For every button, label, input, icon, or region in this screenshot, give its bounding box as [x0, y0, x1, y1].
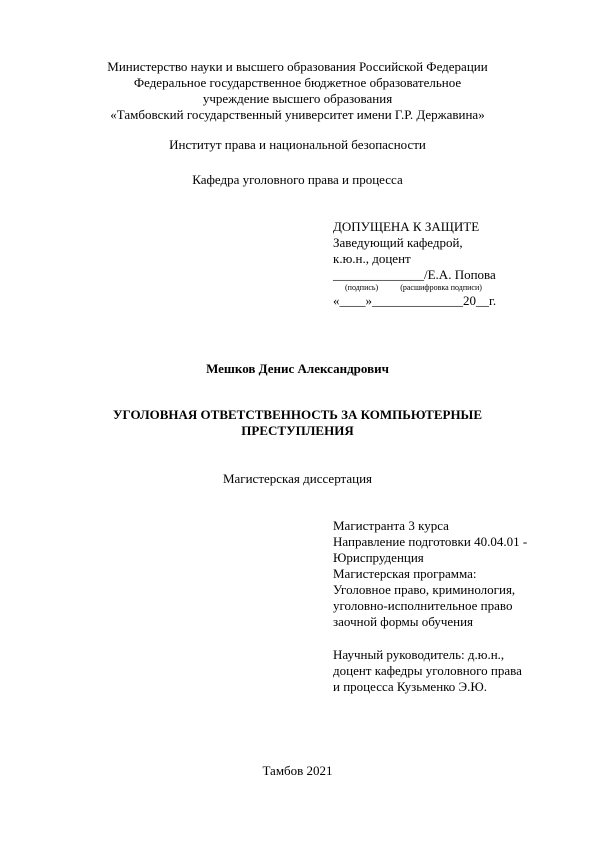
work-type: Магистерская диссертация — [222, 471, 373, 486]
supervisor-info-line-1: Научный руководитель: д.ю.н., — [333, 647, 505, 662]
footer-city-year: Тамбов 2021 — [262, 763, 333, 778]
student-info-line-7: заочной формы обучения — [333, 614, 474, 629]
supervisor-info-line-2: доцент кафедры уголовного права — [333, 663, 522, 678]
thesis-title-line-2: ПРЕСТУПЛЕНИЯ — [241, 423, 354, 438]
signature-captions — [333, 283, 496, 293]
department-name: Кафедра уголовного права и процесса — [192, 172, 403, 187]
signature-caption-sign: (подпись) — [345, 283, 379, 292]
student-info-line-3: Юриспруденция — [333, 550, 424, 565]
approval-block — [333, 219, 496, 309]
approval-date-line: «____»______________20__г. — [333, 293, 497, 308]
approval-position: Заведующий кафедрой, — [333, 235, 463, 250]
student-info-block — [333, 518, 527, 630]
author-name: Мешков Денис Александрович — [206, 361, 389, 376]
supervisor-info-block — [333, 647, 522, 695]
approval-title: ДОПУЩЕНА К ЗАЩИТЕ — [333, 219, 480, 234]
student-info-line-1: Магистранта 3 курса — [333, 518, 449, 533]
institute-name: Институт права и национальной безопасности — [169, 137, 426, 152]
header-line-4: «Тамбовский государственный университет имени Г.Р. Державина» — [110, 107, 485, 122]
supervisor-info-line-3: и процесса Кузьменко Э.Ю. — [333, 679, 487, 694]
student-info-line-6: уголовно-исполнительное право — [333, 598, 513, 613]
thesis-title-line-1: УГОЛОВНАЯ ОТВЕТСТВЕННОСТЬ ЗА КОМПЬЮТЕРНЫЕ — [113, 407, 482, 422]
header-line-1: Министерство науки и высшего образования Российской Федерации — [107, 59, 488, 74]
student-info-line-5: Уголовное право, криминология, — [333, 582, 516, 597]
ministry-header — [0, 59, 595, 123]
approval-degree: к.ю.н., доцент — [333, 251, 411, 266]
thesis-title — [0, 407, 595, 439]
student-info-line-4: Магистерская программа: — [333, 566, 477, 581]
approval-signature-line: ______________/Е.А. Попова — [333, 267, 496, 282]
signature-caption-name: (расшифровка подписи) — [400, 283, 482, 292]
student-info-line-2: Направление подготовки 40.04.01 - — [333, 534, 528, 549]
header-line-2: Федеральное государственное бюджетное образовательное — [133, 75, 462, 90]
header-line-3: учреждение высшего образования — [202, 91, 393, 106]
